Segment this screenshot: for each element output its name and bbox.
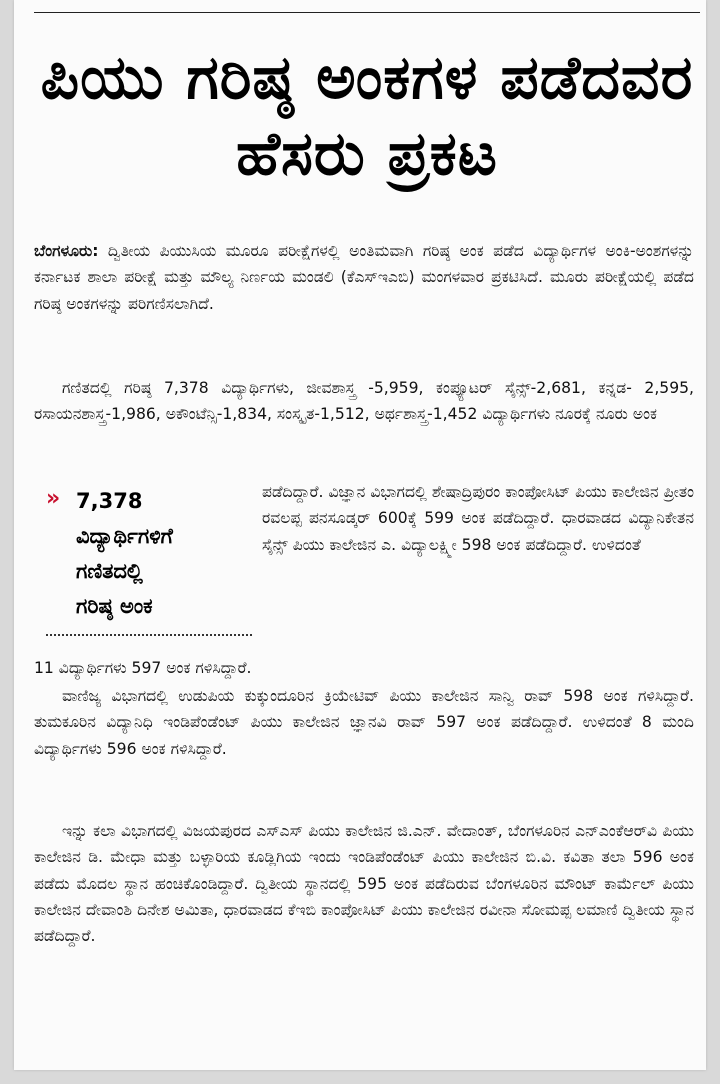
pull-quote-text: 7,378 ವಿದ್ಯಾರ್ಥಿಗಳಿಗೆ ಗಣಿತದಲ್ಲಿ ಗರಿಷ್ಠ ಅಂಕ [76,489,173,618]
article-paragraph-2: ಗಣಿತದಲ್ಲಿ ಗರಿಷ್ಠ 7,378 ವಿದ್ಯಾರ್ಥಿಗಳು, ಜೀವಶಾಸ್ತ್ರ -5,959, ಕಂಪ್ಯೂಟರ್ ಸೈನ್ಸ್-2,681, ಕನ್ನಡ- 2,595, ರಸಾಯನಶಾಸ್ತ್ರ-1,986, ಅಕೌಂಟೆನ್ಸಿ-1,834, ಸಂಸ್ಕೃತ-1,512, ಅರ್ಥಶಾಸ್ತ್ರ-1,452 ವಿದ್ಯಾರ್ಥಿಗಳು ನೂರಕ್ಕೆ ನೂರು ಅಂಕ [34,379,694,424]
headline: ಪಿಯು ಗರಿಷ್ಠ ಅಂಕಗಳ ಪಡೆದವರ ಹೆಸರು ಪ್ರಕಟ [40,43,694,189]
article-paragraph-1 [34,238,694,317]
paragraph-1-text: ದ್ವಿತೀಯ ಪಿಯುಸಿಯ ಮೂರೂ ಪರೀಕ್ಷೆಗಳಲ್ಲಿ ಅಂತಿಮವಾಗಿ ಗರಿಷ್ಠ ಅಂಕ ಪಡೆದ ವಿದ್ಯಾರ್ಥಿಗಳ ಅಂಕಿ-ಅಂಶಗಳನ್ನು ಕರ್ನಾಟಕ ಶಾಲಾ ಪರೀಕ್ಷೆ ಮತ್ತು ಮೌಲ್ಯ ನಿರ್ಣಯ ಮಂಡಲಿ (ಕೆಎಸ್‌ಇಎಬಿ) ಮಂಗಳವಾರ ಪ್ರಕಟಿಸಿದೆ. ಮೂರು ಪರೀಕ್ಷೆಯಲ್ಲಿ ಪಡೆದ ಗರಿಷ್ಠ ಅಂಕಗಳನ್ನು ಪರಿಗಣಿಸಲಾಗಿದೆ. [34,242,694,313]
article-paragraph-2-end: 11 ವಿದ್ಯಾರ್ಥಿಗಳು 597 ಅಂಕ ಗಳಿಸಿದ್ದಾರೆ. [34,659,252,677]
article-paragraph-3: ವಾಣಿಜ್ಯ ವಿಭಾಗದಲ್ಲಿ ಉಡುಪಿಯ ಕುಕ್ಕುಂದೂರಿನ ಕ್ರಿಯೇಟಿವ್ ಪಿಯು ಕಾಲೇಜಿನ ಸಾನ್ವಿ ರಾವ್ 598 ಅಂಕ ಗಳಿಸಿದ್ದಾರೆ. ತುಮಕೂರಿನ ವಿದ್ಯಾನಿಧಿ ಇಂಡಿಪೆಂಡೆಂಟ್ ಪಿಯು ಕಾಲೇಜಿನ ಜ್ಞಾನವಿ ರಾವ್ 597 ಅಂಕ ಪಡೆದಿದ್ದಾರೆ. ಉಳಿದಂತೆ 8 ಮಂದಿ ವಿದ್ಯಾರ್ಥಿಗಳು 596 ಅಂಕ ಗಳಿಸಿದ್ದಾರೆ. [34,687,694,758]
pull-quote-divider [46,634,252,636]
newspaper-clipping [14,0,706,1070]
top-rule [34,12,700,13]
article-paragraph-4: ಇನ್ನು ಕಲಾ ವಿಭಾಗದಲ್ಲಿ ವಿಜಯಪುರದ ಎಸ್‌ಎಸ್ ಪಿಯು ಕಾಲೇಜಿನ ಜಿ.ಎನ್. ವೇದಾಂತ್, ಬೆಂಗಳೂರಿನ ಎನ್‌ಎಂಕೆಆರ್‌ವಿ ಪಿಯು ಕಾಲೇಜಿನ ಡಿ. ಮೇಧಾ ಮತ್ತು ಬಳ್ಳಾರಿಯ ಕೂಡ್ಲಿಗಿಯ ಇಂದು ಇಂಡಿಪೆಂಡೆಂಟ್ ಪಿಯು ಕಾಲೇಜಿನ ಬಿ.ವಿ. ಕವಿತಾ ತಲಾ 596 ಅಂಕ ಪಡೆದು ಮೊದಲ ಸ್ಥಾನ ಹಂಚಿಕೊಂಡಿದ್ದಾರೆ. ದ್ವಿತೀಯ ಸ್ಥಾನದಲ್ಲಿ 595 ಅಂಕ ಪಡೆದಿರುವ ಬೆಂಗಳೂರಿನ ಮೌಂಟ್ ಕಾರ್ಮೆಲ್ ಪಿಯು ಕಾಲೇಜಿನ ದೇವಾಂಶಿ ದಿನೇಶ ಅಮಿತಾ, ಧಾರವಾಡದ ಕೆಇಬಿ ಕಾಂಪೋಸಿಟ್ ಪಿಯು ಕಾಲೇಜಿನ ರವೀನಾ ಸೋಮಪ್ಪ ಲಮಾಣಿ ದ್ವಿತೀಯ ಸ್ಥಾನ ಪಡೆದಿದ್ದಾರೆ. [34,822,694,946]
dateline: ಬೆಂಗಳೂರು: [34,242,99,260]
chevron-right-icon: » [46,486,61,511]
article-paragraph-2-continued: ಪಡೆದಿದ್ದಾರೆ. ವಿಜ್ಞಾನ ವಿಭಾಗದಲ್ಲಿ ಶೇಷಾದ್ರಿಪುರಂ ಕಾಂಪೋಸಿಟ್ ಪಿಯು ಕಾಲೇಜಿನ ಪ್ರೀತಂ ರವಲಪ್ಪ ಪನಸೂಡ್ಕರ್ 600ಕ್ಕೆ 599 ಅಂಕ ಪಡೆದಿದ್ದಾರೆ. ಧಾರವಾಡದ ವಿದ್ಯಾನಿಕೇತನ ಸೈನ್ಸ್ ಪಿಯು ಕಾಲೇಜಿನ ಎ. ವಿದ್ಯಾಲಕ್ಷ್ಮೀ 598 ಅಂಕ ಪಡೆದಿದ್ದಾರೆ. ಉಳಿದಂತೆ [262,483,694,554]
